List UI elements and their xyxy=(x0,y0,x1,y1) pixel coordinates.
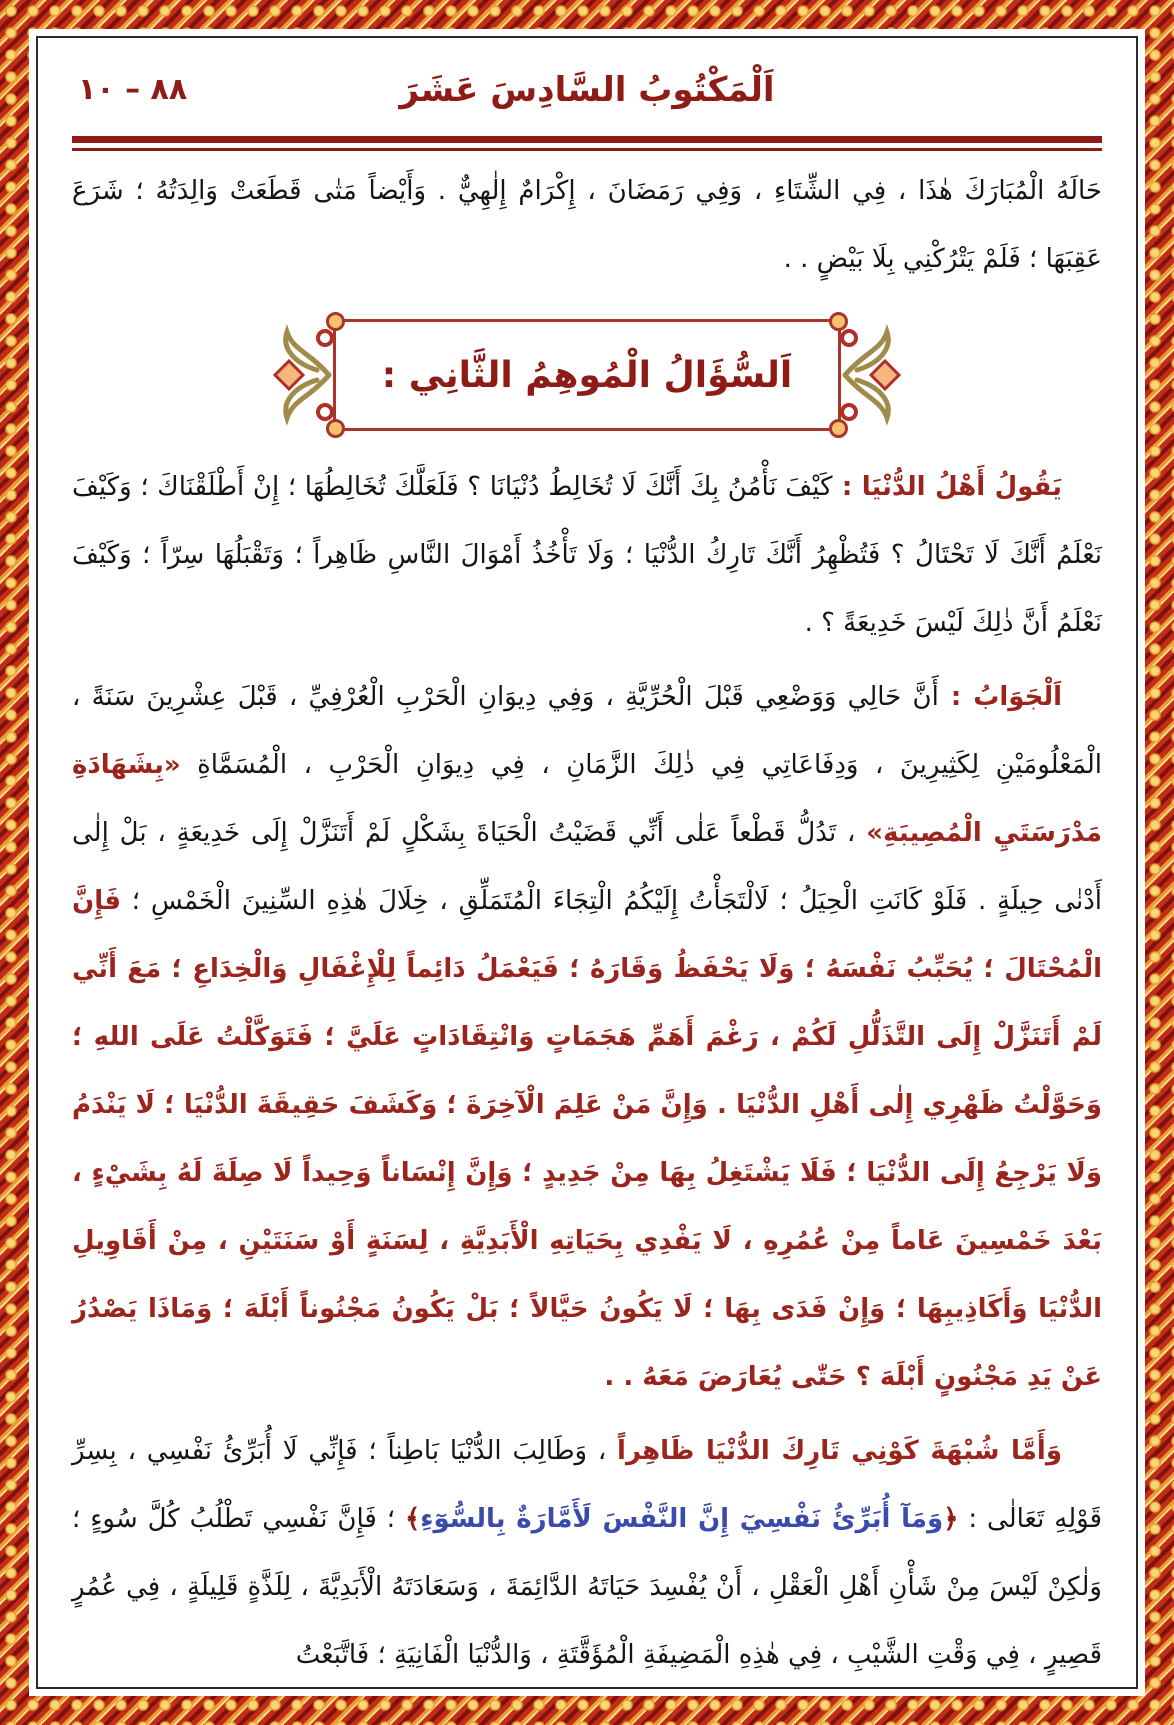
section-heading: اَلسُّؤَالُ الْمُوهِمُ الثَّانِي : xyxy=(381,354,793,396)
header-divider xyxy=(72,136,1102,151)
text-run: كَيْفَ نَأْمُنُ بِكَ أَنَّكَ لَا تُخَالِطُ دُنْيَانَا ؟ فَلَعَلَّكَ تُخَالِطُهَا ؛ إِنْ أَطْلَقْنَاكَ ؛ وَكَيْفَ نَعْلَمُ أَنَّكَ لَا تَحْتَالُ ؟ فَتُظْهِرُ أَنَّكَ تَارِكُ الدُّنْيَا ؛ وَلَا تَأْخُذُ أَمْوَالَ النَّاسِ ظَاهِراً ؛ وَتَقْبَلُهَا سِرّاً ؛ وَكَيْفَ نَعْلَمُ أَنَّ ذٰلِكَ لَيْسَ خَدِيعَةً ؟ . xyxy=(72,472,1102,638)
page-title: اَلْمَكْتُوبُ السَّادِسَ عَشَرَ xyxy=(399,70,775,110)
text-run: ؛ فَإِنَّ نَفْسِي تَطْلُبُ كُلَّ سُوءٍ ؛ وَلٰكِنْ لَيْسَ مِنْ شَأْنِ أَهْلِ الْعَقْلِ ، أَنْ يُفْسِدَ حَيَاتَهُ الدَّائِمَةَ ، وَسَعَادَتَهُ الْأَبَدِيَّةَ ، لِلَذَّةٍ قَلِيلَةٍ ، فِي عُمُرٍ قَصِيرٍ ، فِي وَقْتِ الشَّيْبِ ، فِي هٰذِهِ الْمَضِيفَةِ الْمُؤَقَّتَةِ ، وَالدُّنْيَا الْفَانِيَةِ ؛ فَاتَّبَعْتُ xyxy=(72,1504,1102,1670)
page-header xyxy=(72,54,1102,126)
text-run: حَالَهُ الْمُبَارَكَ هٰذَا ، فِي الشِّتَاءِ ، وَفِي رَمَضَانَ ، إِكْرَامٌ إِلٰهِيٌّ . وَأَيْضاً مَتٰى قَطَعَتْ وَالِدَتُهُ ؛ شَرَعَ عَقِبَهَا ؛ فَلَمْ يَتْرُكْنِي بِلَا بَيْضٍ . . xyxy=(72,176,1102,274)
corner-curl-icon xyxy=(829,419,848,438)
paragraph-opening xyxy=(72,157,1102,293)
section-heading-frame xyxy=(333,319,841,431)
paragraph-closing xyxy=(72,1417,1102,1689)
text-run: أَنَّ حَالِي وَوَضْعِي قَبْلَ الْحُرِّيَّةِ ، وَفِي دِيوَانِ الْحَرْبِ الْعُرْفِيِّ ، قَبْلَ عِشْرِينَ سَنَةً ، الْمَعْلُومَيْنِ لِكَثِيرِينَ ، وَدِفَاعَاتِي فِي ذٰلِكَ الزَّمَانِ ، فِي دِيوَانِ الْحَرْبِ ، الْمُسَمَّاةِ xyxy=(72,682,1102,780)
text-run: ﴿ xyxy=(943,1504,959,1534)
text-run: فَإِنَّ الْمُحْتَالَ ؛ يُحَبِّبُ نَفْسَهُ ؛ وَلَا يَحْفَظُ وَقَارَهُ ؛ فَيَعْمَلُ دَائِماً لِلْإِغْفَالِ وَالْخِدَاعِ ؛ مَعَ أَنِّي لَمْ أَتَنَزَّلْ إِلَى التَّذَلُّلِ لَكُمْ ، رَغْمَ أَهَمِّ هَجَمَاتٍ وَانْتِقَادَاتٍ عَلَيَّ ؛ فَتَوَكَّلْتُ عَلَى اللهِ ؛ وَحَوَّلْتُ ظَهْرِي إِلٰى أَهْلِ الدُّنْيَا . وَإِنَّ مَنْ عَلِمَ الْآخِرَةَ ؛ وَكَشَفَ حَقِيقَةَ الدُّنْيَا ؛ لَا يَنْدَمُ وَلَا يَرْجِعُ إِلَى الدُّنْيَا ؛ فَلَا يَشْتَغِلُ بِهَا مِنْ جَدِيدٍ ؛ وَإِنَّ إِنْسَاناً وَحِيداً لَا صِلَةَ لَهُ بِشَيْءٍ ، بَعْدَ خَمْسِينَ عَاماً مِنْ عُمُرِهِ ، لَا يَفْدِي بِحَيَاتِهِ الْأَبَدِيَّةِ ، لِسَنَةٍ أَوْ سَنَتَيْنِ ، مِنْ أَقَاوِيلِ الدُّنْيَا وَأَكَاذِيبِهَا ؛ وَإِنْ فَدَى بِهَا ؛ لَا يَكُونُ حَيَّالاً ؛ بَلْ يَكُونُ مَجْنُوناً أَبْلَهَ ؛ وَمَاذَا يَصْدُرُ عَنْ يَدِ مَجْنُونٍ أَبْلَهَ ؟ حَتّٰى يُعَارَضَ مَعَهُ . . xyxy=(72,886,1102,1392)
corner-curl-icon xyxy=(829,312,848,331)
text-run: وَأَمَّا شُبْهَةَ كَوْنِي تَارِكَ الدُّنْيَا ظَاهِراً xyxy=(617,1436,1062,1466)
page-content xyxy=(36,36,1138,1689)
section-heading-box xyxy=(277,311,897,439)
paragraph-answer xyxy=(72,663,1102,1411)
corner-curl-icon xyxy=(326,419,345,438)
text-run: يَقُولُ أَهْلُ الدُّنْيَا : xyxy=(832,472,1062,502)
text-run: ، وَطَالِبَ الدُّنْيَا بَاطِناً ؛ فَإِنِّي لَا أُبَرِّئُ نَفْسِي ، بِسِرِّ قَوْلِهِ تَعَالٰى : xyxy=(72,1436,1102,1534)
text-run: اَلْجَوَابُ : xyxy=(938,682,1062,712)
corner-curl-icon xyxy=(326,312,345,331)
paragraph-question xyxy=(72,453,1102,657)
text-run: ﴾ xyxy=(404,1504,421,1534)
floral-ornament-icon xyxy=(839,320,901,430)
page-number: ٨٨ – ١٠ xyxy=(78,72,188,107)
text-run: ، تَدُلُّ قَطْعاً عَلٰى أَنِّي قَضَيْتُ الْحَيَاةَ بِشَكْلٍ لَمْ أَتَنَزَّلْ إِلَى خَدِيعَةٍ ، بَلْ إِلٰى أَدْنٰى حِيلَةٍ . فَلَوْ كَانَتِ الْحِيَلُ ؛ لَالْتَجَأْتُ إِلَيْكُمُ الْتِجَاءَ الْمُتَمَلِّقِ ، خِلَالَ هٰذِهِ السِّنِينَ الْخَمْسِ ؛ xyxy=(72,818,1102,916)
text-run: وَمَآ أُبَرِّئُ نَفْسِيٓ إِنَّ النَّفْسَ لَأَمَّارَةٌ بِالسُّوٓءِ xyxy=(420,1504,944,1534)
floral-ornament-icon xyxy=(273,320,335,430)
text-run: «بِشَهَادَةِ مَدْرَسَتَيِ الْمُصِيبَةِ» xyxy=(72,750,1102,848)
